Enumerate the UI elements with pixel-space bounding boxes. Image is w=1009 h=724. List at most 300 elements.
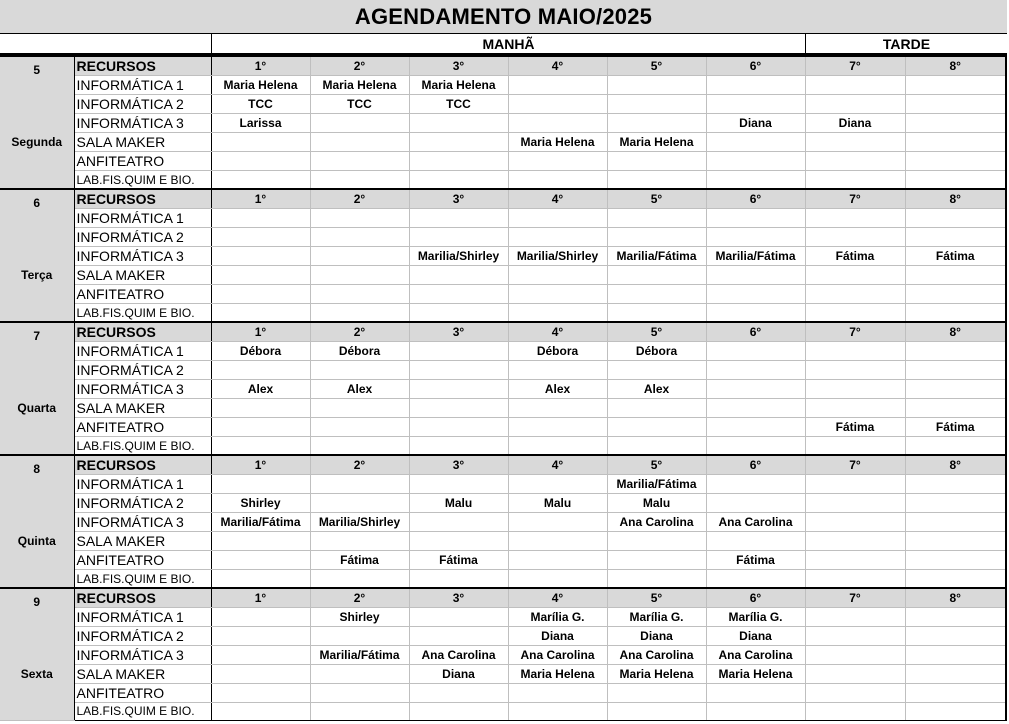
booking-cell[interactable]: Diana [508,626,607,645]
booking-cell[interactable] [905,474,1006,493]
resource-name[interactable]: INFORMÁTICA 1 [74,341,211,360]
booking-cell[interactable] [905,227,1006,246]
booking-cell[interactable] [211,683,310,702]
booking-cell[interactable] [409,683,508,702]
booking-cell[interactable]: Maria Helena [310,75,409,94]
booking-cell[interactable]: Marília G. [508,607,607,626]
booking-cell[interactable] [905,171,1006,189]
booking-cell[interactable] [905,341,1006,360]
booking-cell[interactable] [607,227,706,246]
slot-header[interactable]: 1° [211,56,310,75]
booking-cell[interactable] [508,75,607,94]
booking-cell[interactable] [211,551,310,570]
period-morning[interactable]: MANHÃ [211,34,805,53]
resource-name[interactable]: SALA MAKER [74,266,211,285]
booking-cell[interactable] [409,360,508,379]
booking-cell[interactable] [905,266,1006,285]
resource-name[interactable]: ANFITEATRO [74,551,211,570]
booking-cell[interactable] [211,626,310,645]
day-number[interactable]: 8 [33,462,41,476]
booking-cell[interactable] [211,474,310,493]
booking-cell[interactable] [905,702,1006,720]
booking-cell[interactable] [211,532,310,551]
resources-header[interactable]: RECURSOS [74,189,211,208]
booking-cell[interactable]: Fátima [805,246,905,265]
booking-cell[interactable] [805,152,905,171]
booking-cell[interactable] [211,360,310,379]
slot-header[interactable]: 8° [905,56,1006,75]
booking-cell[interactable] [211,399,310,418]
resource-name[interactable]: INFORMÁTICA 2 [74,360,211,379]
booking-cell[interactable] [310,360,409,379]
booking-cell[interactable] [706,437,805,455]
booking-cell[interactable] [706,683,805,702]
resource-name[interactable]: INFORMÁTICA 3 [74,379,211,398]
booking-cell[interactable] [805,437,905,455]
booking-cell[interactable] [607,399,706,418]
slot-header[interactable]: 2° [310,189,409,208]
booking-cell[interactable] [706,360,805,379]
booking-cell[interactable] [409,626,508,645]
booking-cell[interactable] [310,532,409,551]
booking-cell[interactable] [905,75,1006,94]
booking-cell[interactable] [409,113,508,132]
slot-header[interactable]: 2° [310,56,409,75]
booking-cell[interactable]: Débora [310,341,409,360]
booking-cell[interactable] [905,532,1006,551]
booking-cell[interactable] [409,266,508,285]
booking-cell[interactable]: Alex [508,379,607,398]
booking-cell[interactable] [905,152,1006,171]
booking-cell[interactable] [310,493,409,512]
day-name[interactable]: Quarta [17,401,57,415]
booking-cell[interactable]: Alex [211,379,310,398]
booking-cell[interactable] [310,285,409,304]
booking-cell[interactable]: Ana Carolina [706,645,805,664]
booking-cell[interactable] [905,360,1006,379]
booking-cell[interactable]: Marilia/Fátima [310,645,409,664]
booking-cell[interactable] [805,208,905,227]
booking-cell[interactable] [508,113,607,132]
booking-cell[interactable] [805,285,905,304]
booking-cell[interactable] [706,94,805,113]
resource-name[interactable]: SALA MAKER [74,133,211,152]
booking-cell[interactable] [905,437,1006,455]
day-number[interactable]: 9 [33,595,41,609]
slot-header[interactable]: 5° [607,455,706,474]
booking-cell[interactable]: Maria Helena [607,133,706,152]
booking-cell[interactable]: Marilia/Shirley [310,512,409,531]
resource-name[interactable]: INFORMÁTICA 1 [74,607,211,626]
booking-cell[interactable]: Malu [409,493,508,512]
booking-cell[interactable] [607,266,706,285]
booking-cell[interactable] [508,171,607,189]
booking-cell[interactable] [905,399,1006,418]
booking-cell[interactable] [211,266,310,285]
slot-header[interactable]: 4° [508,455,607,474]
booking-cell[interactable] [905,664,1006,683]
booking-cell[interactable] [607,208,706,227]
booking-cell[interactable]: Marília G. [607,607,706,626]
booking-cell[interactable] [805,341,905,360]
slot-header[interactable]: 4° [508,322,607,341]
booking-cell[interactable]: Alex [310,379,409,398]
booking-cell[interactable] [805,645,905,664]
resources-header[interactable]: RECURSOS [74,56,211,75]
slot-header[interactable]: 6° [706,189,805,208]
booking-cell[interactable] [310,570,409,588]
booking-cell[interactable] [905,113,1006,132]
booking-cell[interactable] [706,493,805,512]
booking-cell[interactable] [805,626,905,645]
booking-cell[interactable] [905,626,1006,645]
slot-header[interactable]: 3° [409,322,508,341]
booking-cell[interactable] [409,171,508,189]
booking-cell[interactable] [905,570,1006,588]
resource-name[interactable]: INFORMÁTICA 2 [74,227,211,246]
booking-cell[interactable] [706,399,805,418]
booking-cell[interactable] [508,437,607,455]
slot-header[interactable]: 2° [310,588,409,607]
day-name[interactable]: Sexta [20,667,53,681]
booking-cell[interactable] [211,152,310,171]
booking-cell[interactable]: Malu [508,493,607,512]
booking-cell[interactable] [310,152,409,171]
booking-cell[interactable]: Marília G. [706,607,805,626]
booking-cell[interactable] [905,304,1006,322]
booking-cell[interactable]: Larissa [211,113,310,132]
resource-name[interactable]: ANFITEATRO [74,683,211,702]
slot-header[interactable]: 1° [211,322,310,341]
booking-cell[interactable] [409,227,508,246]
booking-cell[interactable] [706,474,805,493]
booking-cell[interactable] [409,285,508,304]
slot-header[interactable]: 5° [607,588,706,607]
booking-cell[interactable]: Marilia/Fátima [706,246,805,265]
booking-cell[interactable] [805,399,905,418]
booking-cell[interactable] [805,607,905,626]
resource-name[interactable]: SALA MAKER [74,399,211,418]
resource-name[interactable]: INFORMÁTICA 2 [74,94,211,113]
booking-cell[interactable] [805,493,905,512]
booking-cell[interactable] [409,341,508,360]
booking-cell[interactable] [409,379,508,398]
booking-cell[interactable]: Débora [508,341,607,360]
booking-cell[interactable] [805,304,905,322]
booking-cell[interactable] [409,399,508,418]
slot-header[interactable]: 4° [508,189,607,208]
day-number[interactable]: 5 [33,63,41,77]
booking-cell[interactable] [607,702,706,720]
booking-cell[interactable] [607,171,706,189]
booking-cell[interactable] [310,702,409,720]
booking-cell[interactable] [706,285,805,304]
booking-cell[interactable] [805,75,905,94]
slot-header[interactable]: 1° [211,588,310,607]
booking-cell[interactable] [607,532,706,551]
booking-cell[interactable]: Diana [409,664,508,683]
booking-cell[interactable] [409,152,508,171]
booking-cell[interactable] [706,171,805,189]
booking-cell[interactable] [211,246,310,265]
resource-name[interactable]: LAB.FIS.QUIM E BIO. [74,171,211,189]
booking-cell[interactable] [409,208,508,227]
day-name[interactable]: Terça [21,268,53,282]
booking-cell[interactable]: Shirley [211,493,310,512]
booking-cell[interactable] [409,304,508,322]
booking-cell[interactable] [409,532,508,551]
slot-header[interactable]: 6° [706,322,805,341]
booking-cell[interactable] [607,285,706,304]
booking-cell[interactable] [508,94,607,113]
booking-cell[interactable] [805,360,905,379]
booking-cell[interactable]: Débora [211,341,310,360]
day-number[interactable]: 6 [33,196,41,210]
booking-cell[interactable] [310,208,409,227]
slot-header[interactable]: 3° [409,189,508,208]
booking-cell[interactable] [310,626,409,645]
booking-cell[interactable] [508,512,607,531]
booking-cell[interactable] [409,702,508,720]
booking-cell[interactable]: Maria Helena [508,664,607,683]
booking-cell[interactable]: Marilia/Fátima [211,512,310,531]
booking-cell[interactable] [905,493,1006,512]
booking-cell[interactable] [211,133,310,152]
booking-cell[interactable] [508,418,607,437]
slot-header[interactable]: 2° [310,455,409,474]
booking-cell[interactable]: Maria Helena [706,664,805,683]
resource-name[interactable]: LAB.FIS.QUIM E BIO. [74,702,211,720]
booking-cell[interactable] [211,227,310,246]
booking-cell[interactable] [805,702,905,720]
booking-cell[interactable] [905,379,1006,398]
resource-name[interactable]: INFORMÁTICA 1 [74,474,211,493]
booking-cell[interactable]: Ana Carolina [607,645,706,664]
booking-cell[interactable]: Malu [607,493,706,512]
booking-cell[interactable] [508,152,607,171]
booking-cell[interactable] [607,113,706,132]
booking-cell[interactable] [706,379,805,398]
booking-cell[interactable] [706,208,805,227]
slot-header[interactable]: 5° [607,189,706,208]
booking-cell[interactable] [706,702,805,720]
resource-name[interactable]: INFORMÁTICA 3 [74,113,211,132]
booking-cell[interactable] [508,570,607,588]
booking-cell[interactable]: Maria Helena [409,75,508,94]
booking-cell[interactable] [905,133,1006,152]
booking-cell[interactable] [310,133,409,152]
booking-cell[interactable] [211,285,310,304]
booking-cell[interactable]: Maria Helena [211,75,310,94]
booking-cell[interactable] [805,379,905,398]
booking-cell[interactable] [905,645,1006,664]
booking-cell[interactable] [706,341,805,360]
booking-cell[interactable]: Débora [607,341,706,360]
booking-cell[interactable] [706,570,805,588]
resource-name[interactable]: INFORMÁTICA 3 [74,246,211,265]
booking-cell[interactable] [310,474,409,493]
booking-cell[interactable] [607,570,706,588]
slot-header[interactable]: 7° [805,56,905,75]
booking-cell[interactable] [211,664,310,683]
booking-cell[interactable]: Fátima [706,551,805,570]
booking-cell[interactable] [905,94,1006,113]
booking-cell[interactable] [310,227,409,246]
booking-cell[interactable] [310,171,409,189]
booking-cell[interactable] [905,551,1006,570]
slot-header[interactable]: 6° [706,588,805,607]
booking-cell[interactable]: TCC [409,94,508,113]
booking-cell[interactable] [211,171,310,189]
booking-cell[interactable] [607,360,706,379]
booking-cell[interactable] [310,683,409,702]
booking-cell[interactable] [211,607,310,626]
booking-cell[interactable] [310,399,409,418]
booking-cell[interactable] [310,246,409,265]
booking-cell[interactable]: Maria Helena [508,133,607,152]
booking-cell[interactable]: Marilia/Fátima [607,246,706,265]
resource-name[interactable]: INFORMÁTICA 1 [74,208,211,227]
booking-cell[interactable] [607,75,706,94]
slot-header[interactable]: 6° [706,455,805,474]
booking-cell[interactable]: Fátima [310,551,409,570]
booking-cell[interactable] [409,474,508,493]
slot-header[interactable]: 5° [607,56,706,75]
booking-cell[interactable] [310,266,409,285]
booking-cell[interactable] [805,94,905,113]
booking-cell[interactable] [905,607,1006,626]
slot-header[interactable]: 8° [905,588,1006,607]
booking-cell[interactable] [607,152,706,171]
booking-cell[interactable] [211,570,310,588]
booking-cell[interactable] [607,94,706,113]
booking-cell[interactable] [508,683,607,702]
booking-cell[interactable] [409,607,508,626]
booking-cell[interactable]: Maria Helena [607,664,706,683]
slot-header[interactable]: 7° [805,189,905,208]
slot-header[interactable]: 4° [508,588,607,607]
resource-name[interactable]: INFORMÁTICA 3 [74,645,211,664]
booking-cell[interactable] [211,702,310,720]
booking-cell[interactable]: Ana Carolina [409,645,508,664]
booking-cell[interactable]: Fátima [905,418,1006,437]
booking-cell[interactable] [310,304,409,322]
resource-name[interactable]: INFORMÁTICA 2 [74,626,211,645]
booking-cell[interactable] [409,512,508,531]
booking-cell[interactable] [310,437,409,455]
booking-cell[interactable] [805,133,905,152]
booking-cell[interactable] [805,512,905,531]
booking-cell[interactable] [409,437,508,455]
booking-cell[interactable]: Fátima [805,418,905,437]
booking-cell[interactable] [607,683,706,702]
booking-cell[interactable]: Diana [607,626,706,645]
slot-header[interactable]: 1° [211,189,310,208]
slot-header[interactable]: 2° [310,322,409,341]
slot-header[interactable]: 1° [211,455,310,474]
page-title[interactable]: AGENDAMENTO MAIO/2025 [354,3,653,29]
slot-header[interactable]: 3° [409,588,508,607]
booking-cell[interactable] [310,113,409,132]
booking-cell[interactable] [805,171,905,189]
booking-cell[interactable] [805,570,905,588]
slot-header[interactable]: 3° [409,455,508,474]
booking-cell[interactable] [508,266,607,285]
booking-cell[interactable] [409,570,508,588]
booking-cell[interactable] [805,664,905,683]
booking-cell[interactable] [607,304,706,322]
booking-cell[interactable]: Marilia/Shirley [409,246,508,265]
resource-name[interactable]: ANFITEATRO [74,285,211,304]
booking-cell[interactable]: Shirley [310,607,409,626]
booking-cell[interactable]: Diana [805,113,905,132]
booking-cell[interactable]: Ana Carolina [706,512,805,531]
booking-cell[interactable]: Fátima [905,246,1006,265]
booking-cell[interactable] [706,227,805,246]
slot-header[interactable]: 3° [409,56,508,75]
booking-cell[interactable] [805,551,905,570]
booking-cell[interactable]: Diana [706,626,805,645]
booking-cell[interactable] [211,304,310,322]
booking-cell[interactable] [508,227,607,246]
booking-cell[interactable] [211,645,310,664]
booking-cell[interactable] [706,133,805,152]
slot-header[interactable]: 4° [508,56,607,75]
slot-header[interactable]: 7° [805,322,905,341]
booking-cell[interactable] [905,208,1006,227]
booking-cell[interactable]: Marilia/Fátima [607,474,706,493]
resource-name[interactable]: INFORMÁTICA 2 [74,493,211,512]
slot-header[interactable]: 8° [905,189,1006,208]
booking-cell[interactable]: TCC [310,94,409,113]
resource-name[interactable]: LAB.FIS.QUIM E BIO. [74,570,211,588]
slot-header[interactable]: 7° [805,588,905,607]
booking-cell[interactable] [805,683,905,702]
slot-header[interactable]: 7° [805,455,905,474]
resources-header[interactable]: RECURSOS [74,455,211,474]
booking-cell[interactable] [508,285,607,304]
booking-cell[interactable] [706,532,805,551]
booking-cell[interactable] [805,227,905,246]
booking-cell[interactable] [310,664,409,683]
booking-cell[interactable] [706,304,805,322]
resources-header[interactable]: RECURSOS [74,588,211,607]
day-name[interactable]: Segunda [11,135,63,149]
booking-cell[interactable] [706,75,805,94]
booking-cell[interactable] [211,437,310,455]
booking-cell[interactable] [706,152,805,171]
slot-header[interactable]: 6° [706,56,805,75]
booking-cell[interactable] [607,437,706,455]
booking-cell[interactable]: Diana [706,113,805,132]
booking-cell[interactable] [508,399,607,418]
booking-cell[interactable]: Fátima [409,551,508,570]
booking-cell[interactable] [805,266,905,285]
booking-cell[interactable] [706,418,805,437]
resource-name[interactable]: INFORMÁTICA 3 [74,512,211,531]
slot-header[interactable]: 8° [905,455,1006,474]
booking-cell[interactable] [211,208,310,227]
booking-cell[interactable] [905,683,1006,702]
booking-cell[interactable] [805,532,905,551]
day-name[interactable]: Quinta [17,534,56,548]
period-afternoon[interactable]: TARDE [805,34,1007,53]
resource-name[interactable]: ANFITEATRO [74,152,211,171]
resource-name[interactable]: ANFITEATRO [74,418,211,437]
booking-cell[interactable] [508,532,607,551]
booking-cell[interactable] [508,304,607,322]
booking-cell[interactable] [508,702,607,720]
